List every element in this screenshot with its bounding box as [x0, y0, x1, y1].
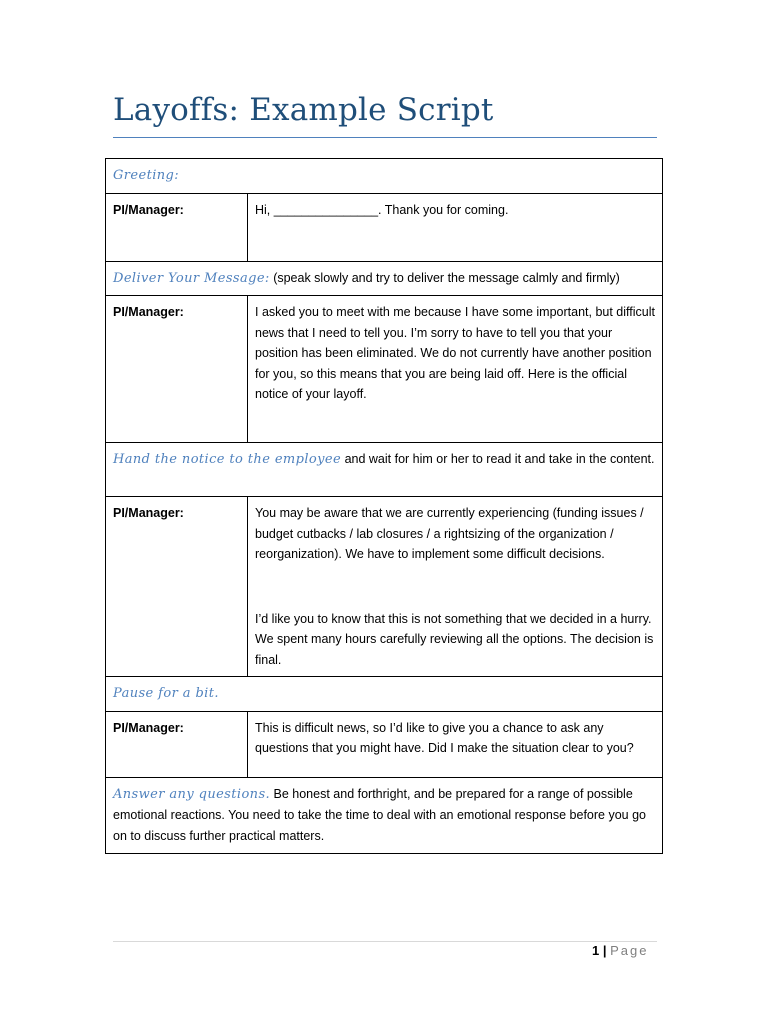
dialogue-row-4 — [106, 711, 663, 777]
speaker-label: PI/Manager: — [106, 497, 248, 677]
section-note-answer: Be honest and forthright, and be prepared for a range of possible emotional reactions. You need to take the time to deal with an emotional response before you go on to discuss further practical matters. — [113, 786, 646, 843]
section-row-hand-notice — [106, 443, 663, 497]
dialogue-row-2 — [106, 296, 663, 443]
dialogue-text-4: This is difficult news, so I’d like to give you a chance to ask any questions that you might have. Did I make the situation clear to you? — [248, 711, 663, 777]
speaker-label: PI/Manager: — [106, 711, 248, 777]
dialogue-text-2: I asked you to meet with me because I have some important, but difficult news that I need to tell you. I’m sorry to have to tell you that your position has been eliminated. We do not currently have another position for you, so this means that you are being laid off. Here is the official notice of your layoff. — [248, 296, 663, 443]
section-heading-answer: Answer any questions. — [113, 786, 271, 802]
section-note-hand-notice: and wait for him or her to read it and take in the content. — [341, 452, 655, 466]
section-row-pause — [106, 677, 663, 712]
speaker-label: PI/Manager: — [106, 296, 248, 443]
section-row-answer — [106, 777, 663, 853]
section-row-greeting — [106, 159, 663, 194]
script-table — [105, 158, 663, 854]
dialogue-text-3b: I’d like you to know that this is not something that we decided in a hurry. We spent many hours carefully reviewing all the options. The decision is final. — [255, 611, 654, 667]
section-heading-greeting: Greeting: — [113, 168, 180, 183]
page-footer — [592, 943, 648, 958]
dialogue-text-3a: You may be aware that we are currently experiencing (funding issues / budget cutbacks / lab closures / a rightsizing of the organization / reorganization). We have to implement some difficult decisions. — [255, 506, 644, 561]
section-heading-deliver: Deliver Your Message: — [113, 270, 270, 286]
section-row-deliver — [106, 261, 663, 296]
paragraph-gap — [255, 565, 655, 609]
section-note-deliver: (speak slowly and try to deliver the message calmly and firmly) — [269, 270, 620, 285]
title-underline — [113, 137, 657, 138]
section-heading-hand-notice: Hand the notice to the employee — [113, 452, 342, 467]
dialogue-row-3 — [106, 497, 663, 677]
speaker-label: PI/Manager: — [106, 193, 248, 261]
section-heading-pause: Pause for a bit. — [113, 686, 219, 701]
page-number: 1 — [592, 943, 600, 958]
footer-rule — [113, 941, 657, 942]
dialogue-row-1 — [106, 193, 663, 261]
page-title: Layoffs: Example Script — [113, 92, 494, 128]
page-word: Page — [610, 943, 649, 958]
dialogue-text-1: Hi, _______________. Thank you for coming. — [248, 193, 663, 261]
page-separator: | — [599, 943, 611, 958]
